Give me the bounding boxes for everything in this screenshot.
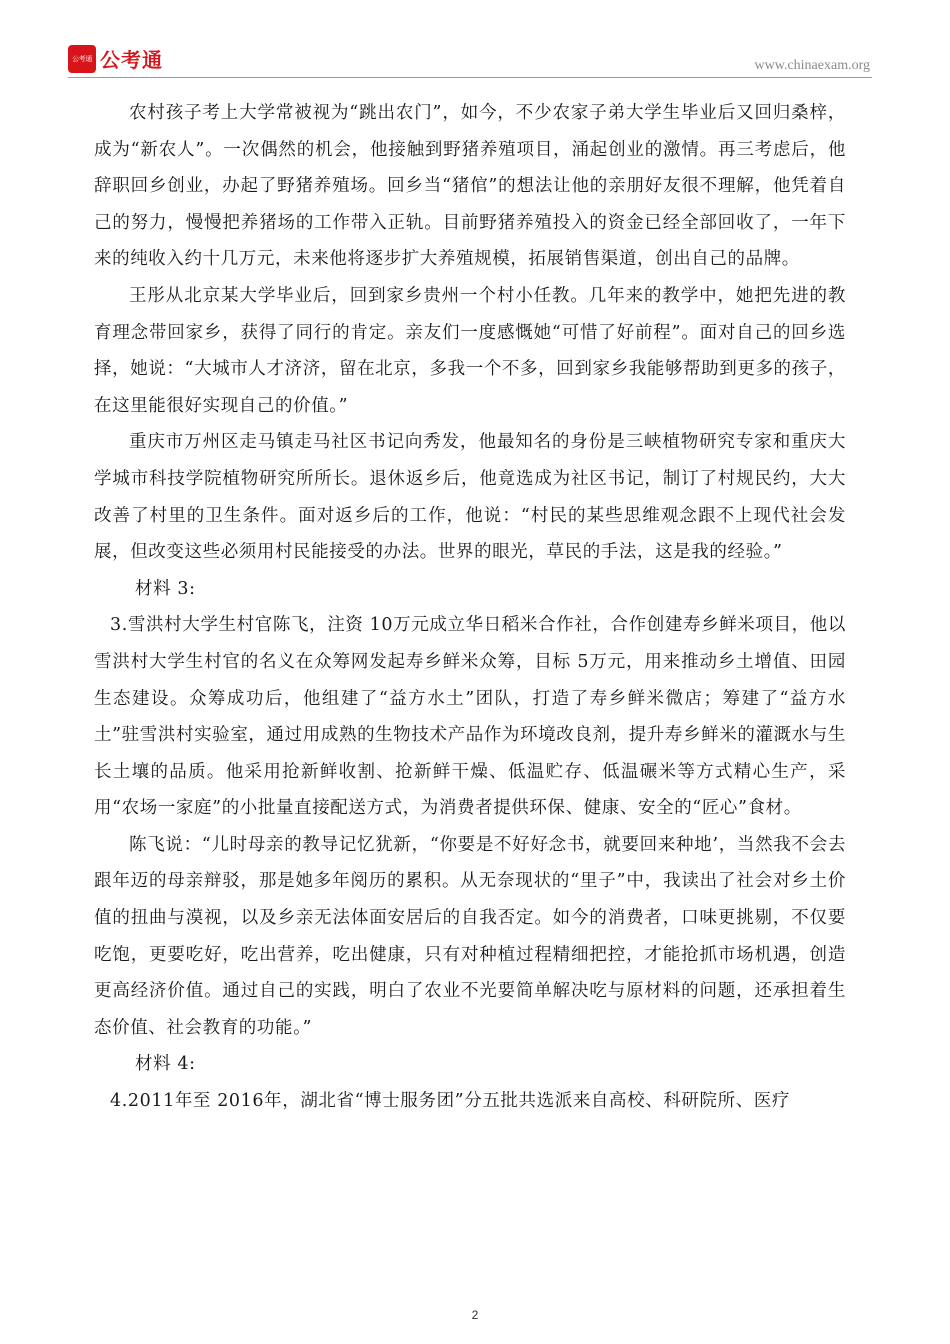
paragraph-wang-tong: 王彤从北京某大学毕业后，回到家乡贵州一个村小任教。几年来的教学中，她把先进的教育理念带回家乡，获得了同行的肯定。亲友们一度感慨她“可惜了好前程”。面对自己的回乡选择，她说：“大城市人才济济，留在北京，多我一个不多，回到家乡我能够帮助到更多的孩子，在这里能很好实现自己的价值。” (94, 285, 846, 416)
paragraph-doctor-service-group: 4.2011年至 2016年，湖北省“博士服务团”分五批共选派来自高校、科研院所、医疗 (110, 1091, 791, 1112)
document-body (94, 95, 846, 1120)
paragraph-chen-fei-quote: 陈飞说：“儿时母亲的教导记忆犹新，“你要是不好好念书，就要回来种地’，当然我不会去跟年迈的母亲辩驳，那是她多年阅历的累积。从无奈现状的“里子”中，我读出了社会对乡土价值的扭曲与漠视，以及乡亲无法体面安居后的自我否定。如今的消费者，口味更挑剔，不仅要吃饱，更要吃好，吃出营养，吃出健康，只有对种植过程精细把控，才能抢抓市场机遇，创造更高经济价值。通过自己的实践，明白了农业不光要简单解决吃与原材料的问题，还承担着生态价值、社会教育的功能。” (94, 834, 846, 1038)
paragraph-xiang-xiufa: 重庆市万州区走马镇走马社区书记向秀发，他最知名的身份是三峡植物研究专家和重庆大学城市科技学院植物研究所所长。退休返乡后，他竟选成为社区书记，制订了村规民约，大大改善了村里的卫生条件。面对返乡后的工作，他说：“村民的某些思维观念跟不上现代社会发展，但改变这些必须用村民能接受的办法。世界的眼光，草民的手法，这是我的经验。” (94, 432, 846, 563)
page-header (68, 40, 872, 80)
paragraph-new-farmer: 农村孩子考上大学常被视为“跳出农门”，如今，不少农家子弟大学生毕业后又回归桑梓，成为“新农人”。一次偶然的机会，他接触到野猪养殖项目，涌起创业的激情。再三考虑后，他辞职回乡创业，办起了野猪养殖场。回乡当“猪倌”的想法让他的亲朋好友很不理解，他凭着自己的努力，慢慢把养猪场的工作带入正轨。目前野猪养殖投入的资金已经全部回收了，一年下来的纯收入约十几万元，未来他将逐步扩大养殖规模，拓展销售渠道，创出自己的品牌。 (94, 103, 846, 270)
paragraph-chen-fei: 3.雪洪村大学生村官陈飞，注资 10万元成立华日稻米合作社，合作创建寿乡鲜米项目，他以雪洪村大学生村官的名义在众筹网发起寿乡鲜米众筹，目标 5万元，用来推动乡土增值、田园生态建设。众筹成功后，他组建了“益方水土”团队，打造了寿乡鲜米微店；筹建了“益方水土”驻雪洪村实验室，通过用成熟的生物技术产品作为环境改良剂，提升寿乡鲜米的灌溉水与生长土壤的品质。他采用抢新鲜收割、抢新鲜干燥、低温贮存、低温碾米等方式精心生产，采用“农场一家庭”的小批量直接配送方式，为消费者提供环保、健康、安全的“匠心”食材。 (94, 615, 846, 819)
site-url-link[interactable]: www.chinaexam.org (754, 58, 870, 73)
logo-badge-icon: 公考通 (68, 45, 96, 73)
page-number: 2 (471, 1308, 479, 1322)
material-4-heading: 材料 4: (135, 1054, 196, 1075)
material-3-heading: 材料 3: (135, 578, 196, 599)
site-logo[interactable] (68, 44, 163, 73)
header-divider (68, 77, 872, 78)
logo-text: 公考通 (100, 48, 163, 72)
